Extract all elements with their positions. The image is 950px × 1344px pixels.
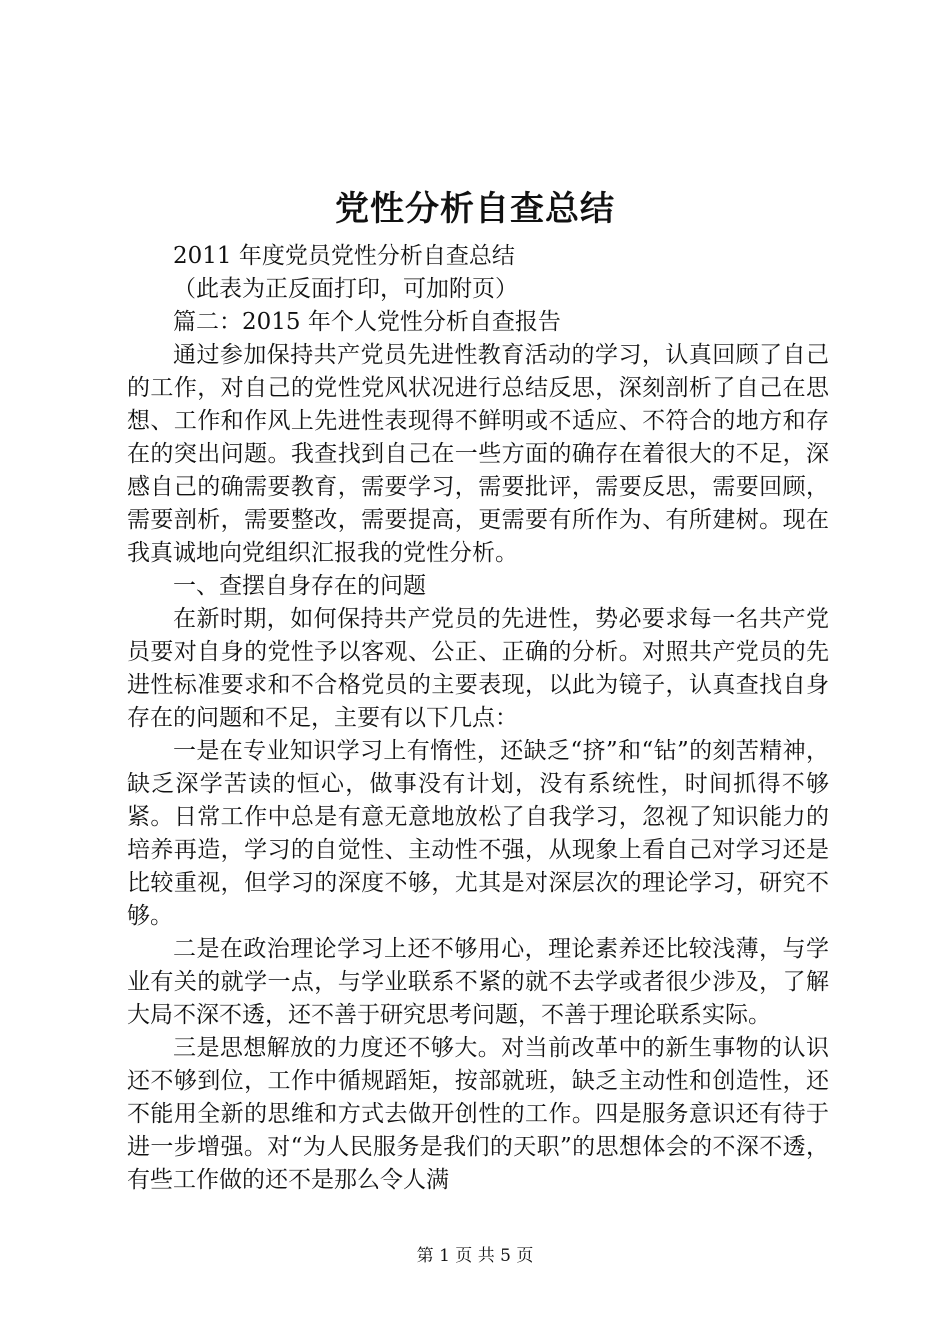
print-note-line: （此表为正反面打印，可加附页）	[173, 276, 518, 302]
paragraph-point-three: 三是思想解放的力度还不够大。对当前改革中的新生事物的认识还不够到位，工作中循规蹈矩，按部就班，缺乏主动性和创造性，还不能用全新的思维和方式去做开创性的工作。四是服务意识还有待于进一步增强。对“为人民服务是我们的天职”的思想体会的不深不透，有些工作做的还不是那么令人满	[127, 1035, 829, 1193]
paragraph-intro: 通过参加保持共产党员先进性教育活动的学习，认真回顾了自己的工作，对自己的党性党风状况进行总结反思，深刻剖析了自己在思想、工作和作风上先进性表现得不鲜明或不适应、不符合的地方和存在的突出问题。我查找到自己在一些方面的确存在着很大的不足，深感自己的确需要教育，需要学习，需要批评，需要反思，需要回顾，需要剖析，需要整改，需要提高，更需要有所作为、有所建树。现在我真诚地向党组织汇报我的党性分析。	[127, 342, 829, 566]
paragraph-heading-problems: 一、查摆自身存在的问题	[173, 573, 426, 599]
document-title: 党性分析自查总结	[335, 189, 615, 229]
paragraph-point-two: 二是在政治理论学习上还不够用心，理论素养还比较浅薄，与学业有关的就学一点，与学业联系不紧的就不去学或者很少涉及，了解大局不深不透，还不善于研究思考问题，不善于理论联系实际。	[127, 936, 829, 1028]
document-body	[127, 240, 829, 1197]
subtitle-line: 2011 年度党员党性分析自查总结	[173, 243, 515, 269]
paragraph-analysis: 在新时期，如何保持共产党员的先进性，势必要求每一名共产党员要对自身的党性予以客观、公正、正确的分析。对照共产党员的先进性标准要求和不合格党员的主要表现，以此为镜子，认真查找自身存在的问题和不足，主要有以下几点：	[127, 606, 829, 731]
section-heading-line: 篇二：2015 年个人党性分析自查报告	[173, 309, 561, 335]
paragraph-point-one: 一是在专业知识学习上有惰性，还缺乏“挤”和“钻”的刻苦精神，缺乏深学苦读的恒心，做事没有计划，没有系统性，时间抓得不够紧。日常工作中总是有意无意地放松了自我学习，忽视了知识能力的培养再造，学习的自觉性、主动性不强，从现象上看自己对学习还是比较重视，但学习的深度不够，尤其是对深层次的理论学习，研究不够。	[127, 738, 829, 929]
page-footer: 第 1 页 共 5 页	[416, 1246, 534, 1266]
